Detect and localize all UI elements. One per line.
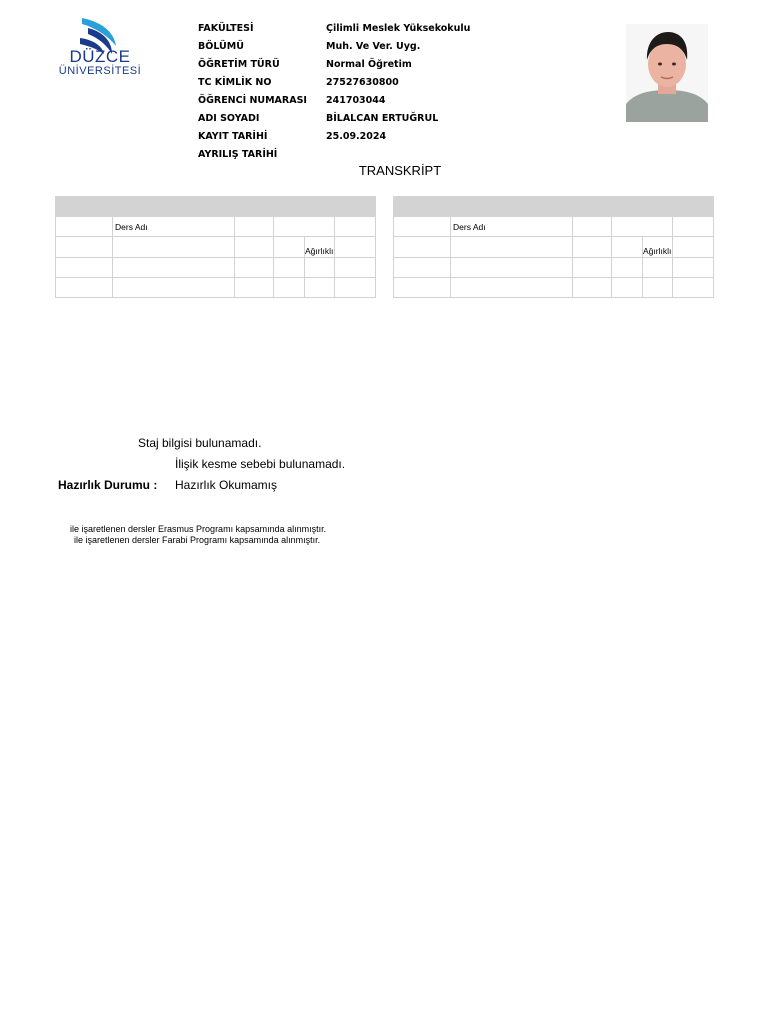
course-name-header: Ders Adı: [451, 217, 573, 237]
table-row: [394, 237, 714, 258]
university-wordmark: [52, 48, 148, 77]
termination-reason: İlişik kesme sebebi bulunamadı.: [175, 457, 346, 471]
tc-id-value: 27527630800: [326, 77, 399, 88]
table-header-row: [394, 197, 714, 217]
student-photo: [626, 24, 708, 122]
student-number-label: ÖĞRENCİ NUMARASI: [198, 95, 307, 106]
education-type-value: Normal Öğretim: [326, 59, 412, 70]
department-label: BÖLÜMÜ: [198, 41, 244, 52]
table-header-cell: [56, 197, 376, 217]
registration-date-value: 25.09.2024: [326, 131, 387, 142]
farabi-note: ile işaretlenen dersler Farabi Programı kapsamında alınmıştır.: [74, 535, 321, 545]
table-row: [56, 258, 376, 278]
table-header-cell: [394, 197, 714, 217]
internship-status: Staj bilgisi bulunamadı.: [138, 436, 262, 450]
erasmus-note: ile işaretlenen dersler Erasmus Programı kapsamında alınmıştır.: [70, 524, 327, 534]
weighted-header: Ağırlıklı: [305, 246, 334, 256]
table-row: [394, 258, 714, 278]
transcript-table-left: [55, 196, 376, 298]
faculty-value: Çilimli Meslek Yüksekokulu: [326, 23, 471, 34]
leave-date-label: AYRILIŞ TARİHİ: [198, 149, 278, 160]
table-row: [56, 217, 376, 237]
tc-id-label: TC KİMLİK NO: [198, 77, 272, 88]
name-value: BİLALCAN ERTUĞRUL: [326, 113, 439, 124]
table-header-row: [56, 197, 376, 217]
faculty-label: FAKÜLTESİ: [198, 23, 254, 34]
name-label: ADI SOYADI: [198, 113, 260, 124]
transcript-table-right: [393, 196, 714, 298]
university-name-line2: ÜNİVERSİTESİ: [58, 65, 142, 77]
education-type-label: ÖĞRETİM TÜRÜ: [198, 59, 280, 70]
table-row: [56, 278, 376, 298]
page-title: TRANSKRİPT: [358, 163, 442, 178]
prep-status-value: Hazırlık Okumamış: [175, 478, 278, 492]
table-row: [56, 237, 376, 258]
course-name-header: Ders Adı: [113, 217, 235, 237]
weighted-header: Ağırlıklı: [643, 246, 672, 256]
registration-date-label: KAYIT TARİHİ: [198, 131, 268, 142]
student-number-value: 241703044: [326, 95, 386, 106]
prep-status-label: Hazırlık Durumu :: [58, 478, 158, 492]
table-row: [394, 278, 714, 298]
table-row: [394, 217, 714, 237]
university-name-line1: DÜZCE: [69, 47, 131, 66]
department-value: Muh. Ve Ver. Uyg.: [326, 41, 421, 52]
